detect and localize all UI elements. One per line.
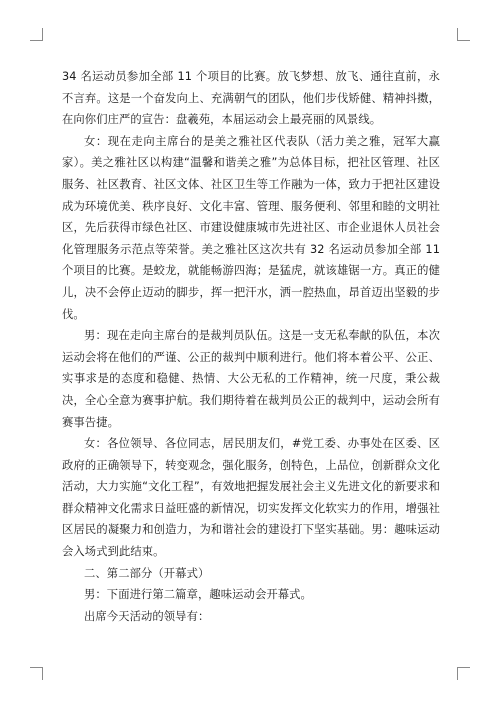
document-body (62, 66, 440, 627)
paragraph-closing-remarks: 女：各位领导、各位同志，居民朋友们，#党工委、办事处在区委、区政府的正确领导下，转变观念，强化服务，创特色，上品位，创新群众文化活动，大力实施“文化工程”，有效地把握发展社会主义先进文化的新要求和群众精神文化需求日益旺盛的新情况，切实发挥文化软实力的作用，增强社区居民的凝聚力和创造力，为和谐社会的建设打下坚实基础。男：趣味运动会入场式到此结束。 (62, 437, 440, 559)
paragraph-meizhiya-team: 女：现在走向主席台的是美之雅社区代表队（活力美之雅，冠军大赢家）。美之雅社区以构建“温馨和谐美之雅”为总体目标，把社区管理、社区服务、社区教育、社区文体、社区卫生等工作融为一体，致力于把社区建设成为环境优美、秩序良好、文化丰富、管理、服务便利、邻里和睦的文明社区，先后获得市绿色社区、市建设健康城市先进社区、市企业退休人员社会化管理服务示范点等荣誉。美之雅社区这次共有 32 名运动员参加全部 11 个项目的比赛。是蛟龙，就能畅游四海；是猛虎，就该雄锯一方。真正的健儿，决不会停止迈动的脚步，挥一把汗水，洒一腔热血，昂首迈出坚毅的步伐。 (62, 134, 440, 321)
paragraph-referee-team: 男：现在走向主席台的是裁判员队伍。这是一支无私奉献的队伍，本次运动会将在他们的严谨、公正的裁判中顺利进行。他们将本着公平、公正、实事求是的态度和稳健、热情、大公无私的工作精神，统一尺度，秉公裁决，全心全意为赛事护航。我们期待着在裁判员公正的裁判中，运动会所有赛事告捷。 (62, 329, 440, 429)
crop-mark-bottom-left (30, 667, 43, 680)
paragraph-attending-leaders: 出席今天活动的领导有： (84, 609, 210, 623)
crop-mark-top-right (457, 28, 470, 41)
section-heading-part-two: 二、第二部分（开幕式） (84, 566, 210, 580)
paragraph-athletes-intro: 34 名运动员参加全部 11 个项目的比赛。放飞梦想、放飞、通往直前，永不言弃。这是一个奋发向上、充满朝气的团队，他们步伐矫健、精神抖擞，在向你们庄严的宣告：盘羲苑，本届运动会上最亮丽的风景线。 (62, 70, 440, 127)
crop-mark-top-left (30, 28, 43, 41)
crop-mark-bottom-right (457, 667, 470, 680)
paragraph-opening-ceremony: 男：下面进行第二篇章，趣味运动会开幕式。 (84, 588, 312, 602)
